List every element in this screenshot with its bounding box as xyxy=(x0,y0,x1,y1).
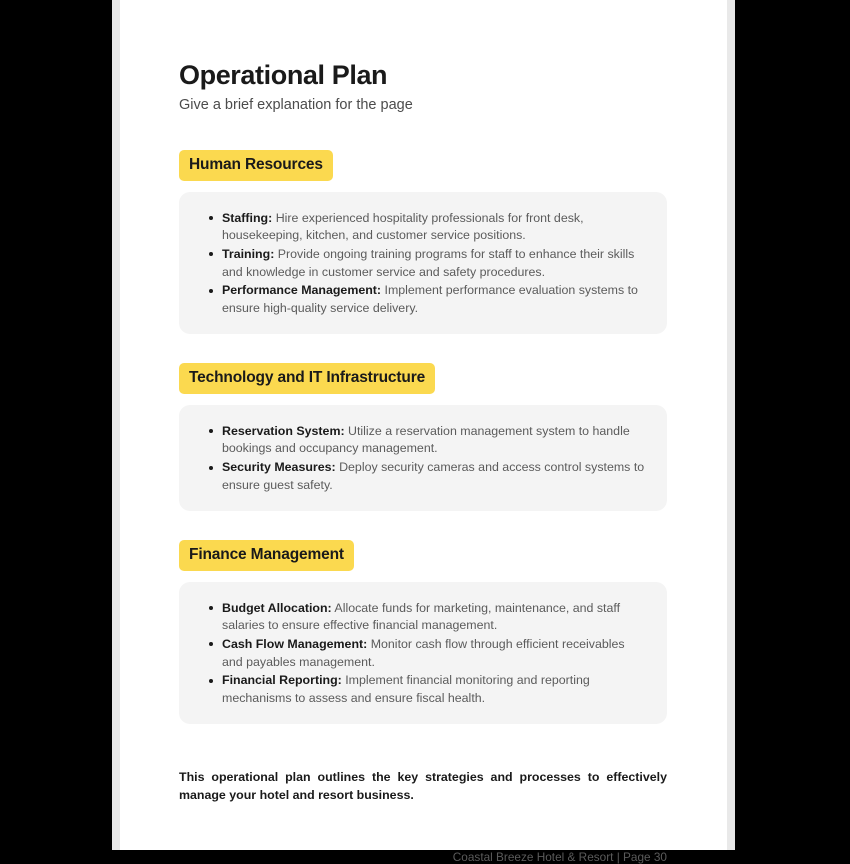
section-heading-row xyxy=(179,363,667,394)
section-heading-badge: Technology and IT Infrastructure xyxy=(179,363,435,394)
page-subtitle: Give a brief explanation for the page xyxy=(179,97,413,114)
bullet-text: Allocate funds for marketing, maintenance, and staff salaries to ensure effective financial management. xyxy=(222,600,621,633)
bullet-label: Cash Flow Management: xyxy=(222,636,368,651)
list-item xyxy=(222,210,645,245)
bullet-label: Performance Management: xyxy=(222,283,382,298)
bullet-text: Implement financial monitoring and reporting mechanisms to assess and ensure fiscal health. xyxy=(222,673,590,705)
page-footer: Coastal Breeze Hotel & Resort | Page 30 xyxy=(452,850,667,864)
section-heading-row xyxy=(179,540,667,571)
bullet-label: Reservation System: xyxy=(222,423,345,438)
list-item xyxy=(222,636,645,671)
bullet-label: Staffing: xyxy=(222,210,273,225)
document-page xyxy=(120,0,727,864)
bullet-list xyxy=(201,423,645,494)
bullet-text: Deploy security cameras and access control systems to ensure guest safety. xyxy=(222,460,645,492)
bullet-label: Security Measures: xyxy=(222,460,336,475)
list-item xyxy=(222,246,645,281)
list-item xyxy=(222,282,645,317)
section-heading-badge: Finance Management xyxy=(179,540,354,571)
section-technology-and-it-infrastructure xyxy=(179,363,667,511)
bullet-list xyxy=(201,600,645,708)
bullet-list xyxy=(201,210,645,318)
closing-paragraph: This operational plan outlines the key strategies and processes to effectively manage your hotel and resort business. xyxy=(179,770,667,803)
page-title: Operational Plan xyxy=(179,60,388,90)
bullet-text: Implement performance evaluation systems to ensure high-quality service delivery. xyxy=(222,283,638,315)
section-human-resources xyxy=(179,150,667,334)
bullet-label: Budget Allocation: xyxy=(222,600,332,615)
section-heading-row xyxy=(179,150,667,181)
bullet-label: Training: xyxy=(222,246,275,261)
bullet-text: Hire experienced hospitality professionals for front desk, housekeeping, kitchen, and customer service positions. xyxy=(222,210,584,243)
page-content xyxy=(179,60,667,864)
bullet-label: Financial Reporting: xyxy=(222,673,342,688)
section-card xyxy=(179,192,667,335)
list-item xyxy=(222,459,645,494)
section-card xyxy=(179,582,667,725)
bullet-text: Provide ongoing training programs for staff to enhance their skills and knowledge in customer service and safety procedures. xyxy=(222,246,635,279)
page-edge-shadow-right xyxy=(726,0,735,850)
section-finance-management xyxy=(179,540,667,724)
section-card xyxy=(179,405,667,511)
list-item xyxy=(222,672,645,707)
bullet-text: Monitor cash flow through efficient receivables and payables management. xyxy=(222,636,625,669)
list-item xyxy=(222,600,645,635)
list-item xyxy=(222,423,645,458)
bullet-text: Utilize a reservation management system to handle bookings and occupancy management. xyxy=(222,423,630,456)
section-heading-badge: Human Resources xyxy=(179,150,333,181)
